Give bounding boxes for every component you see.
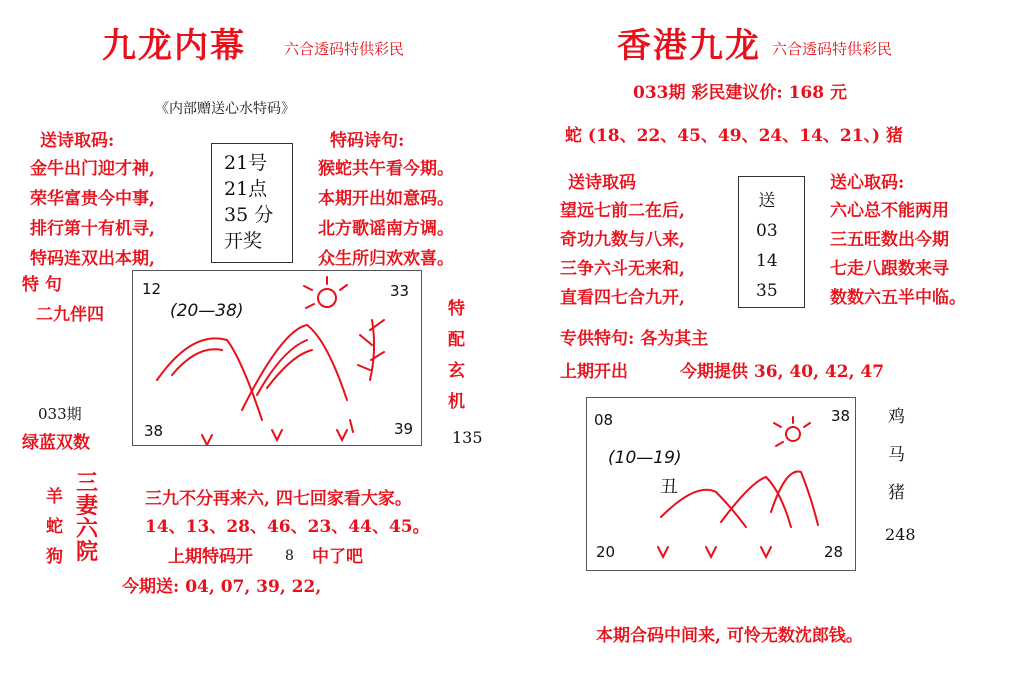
right-poem-line: 奇功九数与八来, (560, 230, 685, 250)
grass-marks (658, 547, 771, 557)
right-pic-tr: 38 (831, 407, 851, 425)
left-rhyme: 三九不分再来六, 四七回家看大家。 (145, 489, 412, 509)
sun (318, 289, 336, 307)
left-last-label: 上期特码开 (168, 547, 253, 567)
left-pic-tl: 12 (142, 280, 162, 298)
left-today: 今期送: 04, 07, 39, 22, (122, 577, 322, 597)
right-pic-br: 28 (824, 543, 844, 561)
left-last-hit: 中了吧 (312, 547, 363, 567)
left-numbers: 14、13、28、46、23、44、45。 (145, 517, 430, 537)
big-char: 妻 (76, 493, 99, 519)
right-pic-mid: 丑 (660, 477, 678, 498)
left-zodiac-col (46, 482, 63, 572)
right-price: 033期 彩民建议价: 168 元 (633, 83, 848, 103)
zodiac: 鸡 (888, 407, 905, 427)
left-pic-bl: 38 (144, 422, 164, 440)
left-box-line: 21点 (224, 178, 268, 200)
left-special-text: 二九伴四 (36, 305, 104, 325)
left-tag-number: 135 (452, 428, 483, 447)
left-color-hint: 绿蓝双数 (22, 433, 90, 453)
right-box-line: 35 (756, 281, 778, 301)
right-box-line: 送 (758, 191, 776, 211)
tag-char: 配 (448, 330, 465, 350)
right-poem-line: 望远七前二在后, (560, 201, 685, 221)
zodiac: 马 (888, 445, 905, 465)
left-box-line: 35 分 (224, 204, 274, 226)
tag-char: 玄 (448, 361, 465, 381)
left-poem-heading: 送诗取码: (40, 131, 115, 151)
left-box-line: 开奖 (224, 230, 263, 252)
zodiac: 猪 (888, 483, 905, 503)
right-poem-l (560, 197, 685, 313)
left-period: 033期 (38, 405, 82, 423)
right-poem-r (830, 197, 966, 313)
left-last-num: 8 (285, 548, 294, 564)
left-poem-line: 荣华富贵今中事, (30, 189, 155, 209)
grass-marks (202, 420, 353, 445)
right-subtitle: 六合透码特供彩民 (772, 40, 893, 58)
right-snake-line: 蛇 (18、22、45、49、24、14、21、) 猪 (565, 126, 904, 146)
mountain (721, 477, 791, 527)
left-pic-tr: 33 (390, 282, 410, 300)
tree-branches (358, 320, 384, 370)
left-box-line: 21号 (224, 152, 268, 174)
left-big-col (76, 472, 98, 564)
tag-char: 机 (448, 392, 465, 412)
right-pic-bl: 20 (596, 543, 616, 561)
mountain (242, 325, 347, 410)
big-char: 六 (76, 516, 99, 542)
right-pic-tl: 08 (594, 411, 614, 429)
zodiac: 狗 (46, 547, 63, 567)
right-poem-line: 数数六五半中临。 (830, 288, 966, 308)
left-pic-range: (20—38) (170, 301, 244, 321)
right-pic-range: (10—19) (608, 448, 682, 468)
left-pic-br: 39 (394, 420, 414, 438)
right-poem-heading-l: 送诗取码 (568, 173, 636, 193)
left-time-text (224, 150, 273, 254)
right-special: 专供特句: 各为其主 (560, 329, 709, 349)
left-verse (318, 154, 454, 274)
left-poem-line: 金牛出门迎才神, (30, 159, 155, 179)
right-poem-line: 三争六斗无来和, (560, 259, 685, 279)
left-verse-line: 猴蛇共午看今期。 (318, 159, 454, 179)
right-sketch (586, 397, 856, 571)
right-poem-line: 直看四七合九开, (560, 288, 685, 308)
left-special-label: 特 句 (22, 275, 62, 295)
left-verse-heading: 特码诗句: (330, 131, 405, 151)
right-send-text (756, 186, 778, 306)
left-subtitle: 六合透码特供彩民 (284, 40, 405, 58)
right-poem-line: 六心总不能两用 (830, 201, 949, 221)
left-verse-line: 众生所归欢欢喜。 (318, 249, 454, 269)
right-poem-line: 七走八跟数来寻 (830, 259, 949, 279)
left-poem-line: 排行第十有机寻, (30, 219, 155, 239)
zodiac: 蛇 (46, 517, 63, 537)
right-box-line: 03 (756, 221, 778, 241)
left-intro: 《内部赠送心水特码》 (155, 101, 295, 117)
sun (786, 427, 800, 441)
big-char: 院 (76, 539, 99, 565)
left-title: 九龙内幕 (102, 26, 246, 66)
big-char: 三 (76, 470, 99, 496)
right-box-line: 14 (756, 251, 778, 271)
right-footer: 本期合码中间来, 可怜无数沈郎钱。 (596, 626, 863, 646)
right-last-label: 上期开出 (560, 362, 628, 382)
right-poem-line: 三五旺数出今期 (830, 230, 949, 250)
left-poem-line: 特码连双出本期, (30, 249, 155, 269)
left-verse-line: 北方歌谣南方调。 (318, 219, 454, 239)
right-offer: 今期提供 36, 40, 42, 47 (680, 362, 885, 382)
right-tag-number: 248 (885, 525, 916, 544)
right-title: 香港九龙 (617, 26, 761, 66)
sun-rays (304, 277, 347, 308)
left-vertical-tag (448, 294, 465, 418)
right-zodiac-col (888, 398, 905, 512)
left-sketch (132, 270, 422, 446)
zodiac: 羊 (46, 487, 63, 507)
mountain (771, 472, 818, 526)
tag-char: 特 (448, 299, 465, 319)
right-poem-heading-r: 送心取码: (830, 173, 905, 193)
left-verse-line: 本期开出如意码。 (318, 189, 454, 209)
left-poem (30, 154, 155, 274)
